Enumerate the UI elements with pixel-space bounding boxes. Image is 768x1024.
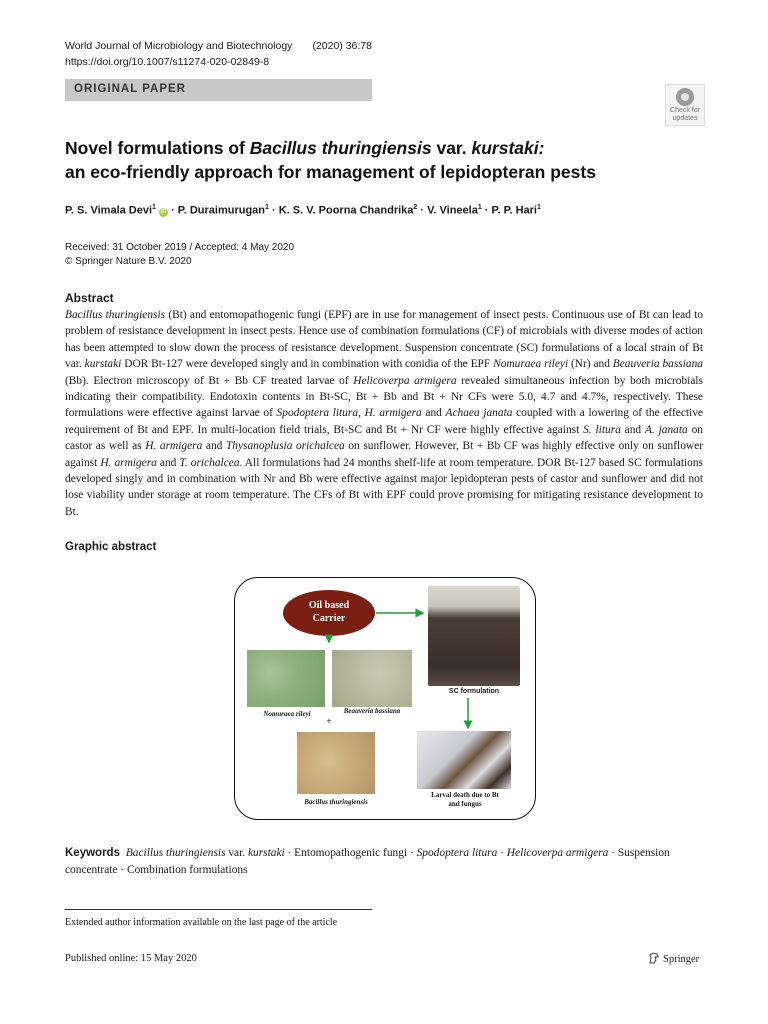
publisher-name: Springer: [663, 954, 700, 965]
author-affiliation: 2: [413, 204, 418, 211]
italic-term: H. armigera: [100, 456, 157, 469]
article-dates: [65, 241, 294, 269]
oil-label-line2: Carrier: [312, 613, 346, 624]
text-run: ·: [497, 847, 507, 859]
sc-label: SC formulation: [448, 688, 500, 695]
text-run: on sunflower. However, Bt + Bb CF was highly effective only on sunflower against: [65, 440, 703, 469]
title-part: var.: [431, 138, 472, 158]
author-name[interactable]: P. S. Vimala Devi: [65, 204, 153, 217]
italic-term: Helicoverpa armigera: [353, 374, 457, 387]
italic-term: T. orichalcea: [179, 456, 240, 469]
text-run: coupled with a lowering of the effective requirement of Bt and EPF. In multi-location field trials, Bt-SC and Bt + Nr CF were highly effective against: [65, 407, 703, 436]
keywords-list: [65, 847, 670, 876]
title-species: Bacillus thuringiensis: [249, 138, 432, 158]
keywords: [65, 845, 705, 879]
italic-term: Beauveria bassiana: [612, 358, 703, 371]
check-updates-icon: [676, 88, 694, 106]
footnote-rule: [65, 909, 372, 910]
text-run: and: [202, 440, 226, 453]
title-part: Novel formulations of: [65, 138, 250, 158]
extended-author-note: Extended author information available on the last page of the article: [65, 917, 338, 928]
author-affiliation: 1: [537, 204, 541, 211]
italic-term: kurstaki: [84, 358, 122, 371]
text-run: (Bb). Electron microscopy of Bt + Bb CF treated larvae of: [65, 374, 354, 387]
title-variety: kurstaki:: [471, 138, 545, 158]
graphic-abstract-heading: Graphic abstract: [65, 541, 157, 553]
bacillus-photo: [297, 732, 375, 794]
article-type-banner: [65, 79, 372, 101]
keywords-heading: Keywords: [65, 847, 120, 859]
check-for-updates-badge[interactable]: [665, 84, 705, 126]
copyright: © Springer Nature B.V. 2020: [65, 256, 192, 267]
author-name[interactable]: P. P. Hari: [491, 204, 537, 217]
doi-link[interactable]: https://doi.org/10.1007/s11274-020-02849-8: [65, 56, 270, 68]
italic-term: A. janata: [644, 423, 688, 436]
italic-term: Bacillus thuringiensis: [125, 847, 226, 859]
beauveria-label: Beauveria bassiana: [343, 707, 401, 715]
text-run: ,: [358, 407, 365, 420]
author-name[interactable]: K. S. V. Poorna Chandrika: [278, 204, 414, 217]
text-run: DOR Bt-127 were developed singly and in combination with conidia of the EPF: [121, 358, 494, 371]
author-name[interactable]: V. Vineela: [427, 204, 478, 217]
title-line2: an eco-friendly approach for management of lepidopteran pests: [65, 162, 596, 182]
text-run: (Bt) and entomopathogenic fungi (EPF) are in use for management of insect pests. Continuous use of Bt can lead to problem of resistance development in insect pests. Hence use of combination formulations (CF) of microbials with diverse modes of action has been attempted to slow down the process of resistance development. Suspension concentrate (SC) formulations of a local strain of Bt var.: [65, 309, 704, 371]
author-name[interactable]: P. Duraimurugan: [177, 204, 266, 217]
text-run: · Suspension concentrate · Combination formulations: [65, 847, 670, 876]
bacillus-label: Bacillus thuringiensis: [304, 798, 368, 806]
sc-formulation-photo: [428, 586, 520, 686]
received-accepted: Received: 31 October 2019 / Accepted: 4 May 2020: [65, 242, 295, 253]
plus-sign: +: [326, 716, 332, 726]
text-run: on castor as well as: [65, 423, 703, 453]
published-date: Published online: 15 May 2020: [65, 953, 197, 964]
journal-header: [65, 40, 372, 52]
text-run: and: [421, 407, 446, 420]
text-run: . All formulations had 24 months shelf-life at room temperature. DOR Bt-127 based SC formulations developed singly and in combination with Nr and Bb were effective against major lepidopteran pests of castor and sunflower and did not lose viability under storage at room temperature. The CFs of Bt with EPF could prove promising for mitigating resistance development to Bt.: [65, 456, 703, 518]
italic-term: Achaea janata: [445, 407, 513, 420]
nomuraea-photo: [247, 650, 325, 707]
nomuraea-label: Nomuraea rileyi: [263, 710, 311, 718]
larval-label-line2: and fungus: [448, 799, 482, 808]
italic-term: H. armigera: [364, 407, 422, 420]
italic-term: Helicoverpa armigera: [506, 847, 609, 859]
oil-label-line1: Oil based: [308, 600, 350, 611]
italic-term: S. litura: [583, 423, 621, 436]
beauveria-photo: [332, 650, 412, 707]
italic-term: Spodoptera litura: [416, 847, 498, 859]
author-list: P. S. Vimala Devi$^1$ iD · P. Duraimurugan$^1$ · K. S. V. Poorna Chandrika$^2$ · V. Vineela$^1$ · P. P. Hari$^1$: [65, 204, 541, 217]
larval-label-line1: Larval death due to Bt: [431, 791, 499, 799]
paper-title: [65, 136, 705, 184]
text-run: var.: [225, 847, 248, 859]
text-run: (Nr) and: [568, 358, 613, 371]
italic-term: Bacillus thuringiensis: [65, 309, 166, 321]
abstract-heading: Abstract: [65, 291, 114, 305]
citation: (2020) 36:78: [312, 40, 372, 52]
article-type-label: ORIGINAL PAPER: [74, 83, 186, 95]
italic-term: Thysanoplusia orichalcea: [225, 440, 345, 453]
larval-death-photo: [417, 731, 511, 789]
italic-term: Spodoptera litura: [276, 407, 359, 420]
abstract-body: [65, 307, 703, 520]
graphic-abstract-figure: [234, 577, 536, 820]
text-run: · Entomopathogenic fungi ·: [284, 847, 417, 859]
italic-term: H. armigera: [145, 440, 203, 453]
italic-term: Nomuraea rileyi: [493, 358, 569, 371]
text-run: and: [156, 456, 180, 469]
author-affiliation: 1: [265, 204, 269, 211]
orcid-icon[interactable]: iD: [160, 208, 167, 215]
check-badge-line1: Check for: [670, 107, 700, 114]
larval-label: [411, 791, 519, 808]
springer-horse-icon: [648, 952, 660, 964]
italic-term: kurstaki: [247, 847, 285, 859]
journal-name: World Journal of Microbiology and Biotechnology: [65, 40, 293, 52]
publisher-mark: [648, 952, 699, 965]
author-affiliation: 1: [477, 204, 482, 211]
text-run: revealed simultaneous infection by both microbials indicating their compatibility. Endotoxin contents in Bt-SC, Bt + Bb and Bt + Nr CFs were 5.0, 4.7 and 4.7%, respectively. These formulations were effective against larvae of: [65, 374, 703, 420]
author-affiliation: 1: [152, 204, 156, 211]
text-run: and: [620, 423, 645, 436]
check-badge-line2: updates: [672, 115, 698, 122]
